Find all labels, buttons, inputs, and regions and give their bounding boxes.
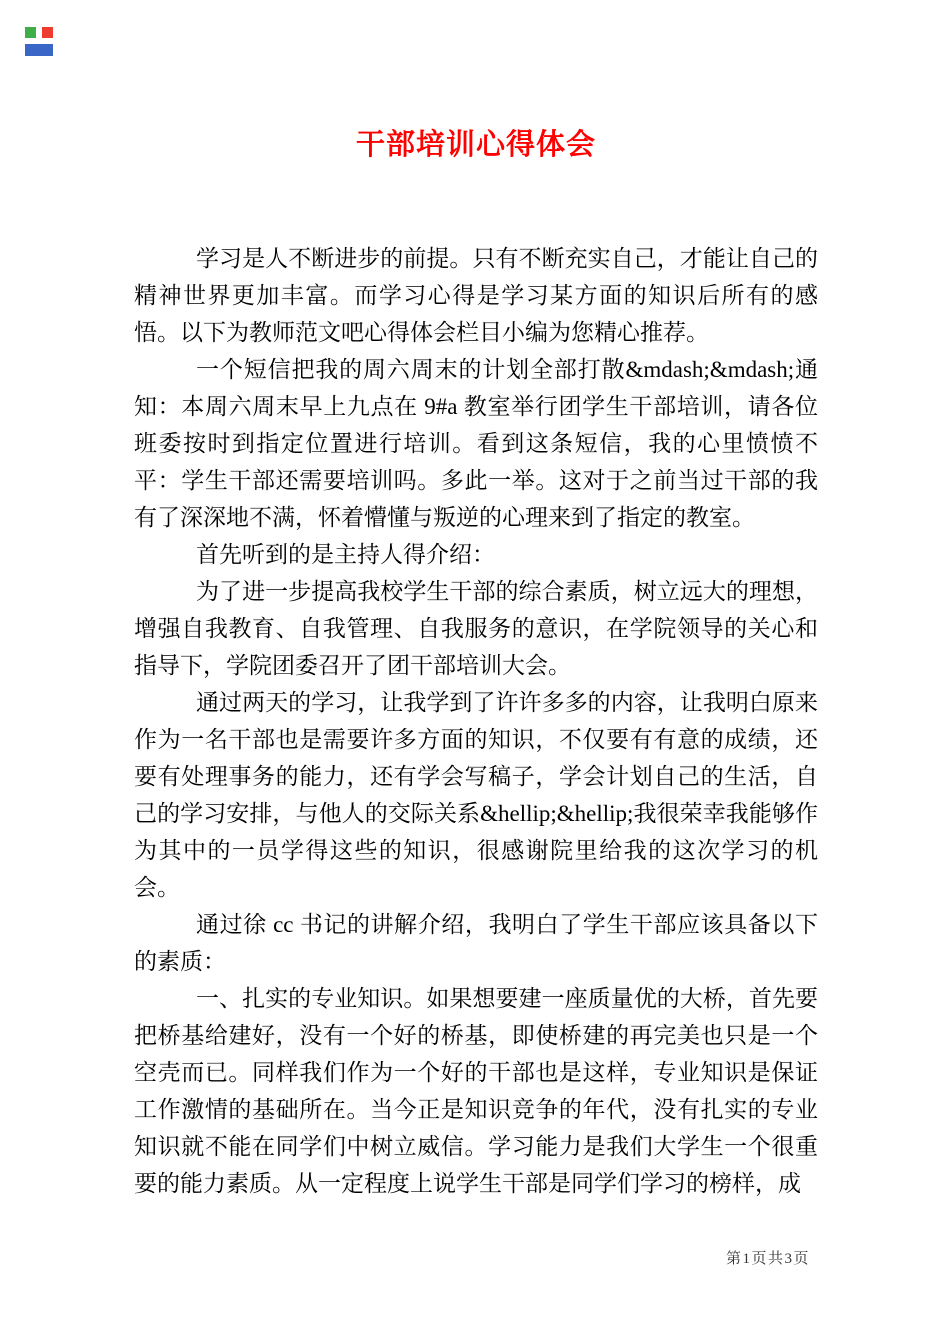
logo-green-square (25, 27, 36, 38)
logo-blue-bar (25, 44, 53, 56)
page-number-label: 第1页共3页 (725, 1251, 810, 1267)
paragraph: 通过徐 cc 书记的讲解介绍，我明白了学生干部应该具备以下的素质： (134, 912, 818, 974)
paragraph: 首先听到的是主持人得介绍： (196, 542, 495, 567)
document-title: 干部培训心得体会 (355, 129, 596, 161)
paragraph: 一个短信把我的周六周末的计划全部打散&mdash;&mdash;通知：本周六周末早上九点在 9#a 教室举行团学生干部培训，请各位班委按时到指定位置进行培训。看到这条短信，我的心里愤愤不平：学生干部还需要培训吗。多此一举。这对于之前当过干部的我有了深深地不满，怀着懵懂与叛逆的心理来到了指定的教室。 (134, 357, 818, 530)
paragraph: 为了进一步提高我校学生干部的综合素质，树立远大的理想，增强自我教育、自我管理、自我服务的意识，在学院领导的关心和指导下，学院团委召开了团干部培训大会。 (134, 579, 818, 678)
document-body (134, 240, 818, 1202)
paragraph: 学习是人不断进步的前提。只有不断充实自己，才能让自己的精神世界更加丰富。而学习心得是学习某方面的知识后所有的感悟。以下为教师范文吧心得体会栏目小编为您精心推荐。 (134, 246, 818, 345)
logo-red-square (42, 27, 53, 38)
broken-image-icon (25, 27, 53, 56)
paragraph: 通过两天的学习，让我学到了许许多多的内容，让我明白原来作为一名干部也是需要许多方面的知识，不仅要有有意的成绩，还要有处理事务的能力，还有学会写稿子，学会计划自己的生活，自己的学习安排，与他人的交际关系&hellip;&hellip;我很荣幸我能够作为其中的一员学得这些的知识，很感谢院里给我的这次学习的机会。 (134, 690, 818, 900)
paragraph: 一、扎实的专业知识。如果想要建一座质量优的大桥，首先要把桥基给建好，没有一个好的桥基，即使桥建的再完美也只是一个空壳而已。同样我们作为一个好的干部也是这样，专业知识是保证工作激情的基础所在。当今正是知识竞争的年代，没有扎实的专业知识就不能在同学们中树立威信。学习能力是我们大学生一个很重要的能力素质。从一定程度上说学生干部是同学们学习的榜样，成 (134, 986, 818, 1196)
